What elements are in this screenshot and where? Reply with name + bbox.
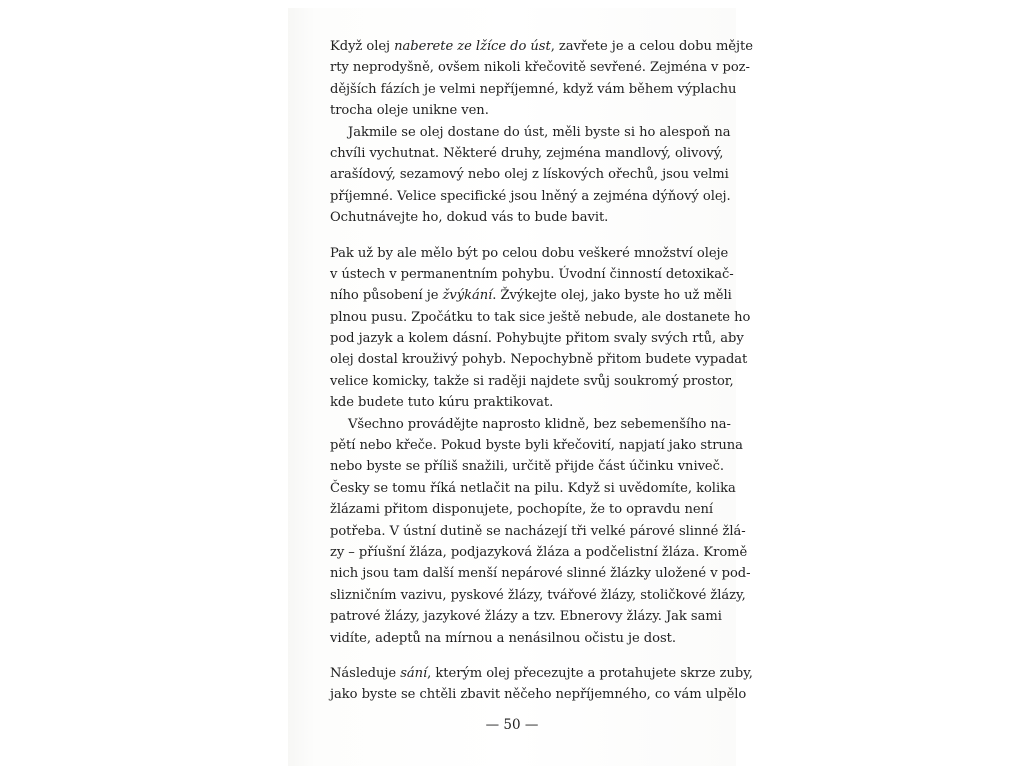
page-number: — 50 —: [485, 717, 539, 733]
paragraph-3: [330, 243, 751, 414]
text-line: vidíte, adeptů na mírnou a nenásilnou očistu je dost.: [330, 630, 676, 646]
text-line: rty neprodyšně, ovšem nikoli křečovitě sevřené. Zejména v poz-: [330, 60, 750, 76]
text-line: nebo byste se příliš snažili, určitě přijde část účinku vniveč.: [330, 459, 725, 475]
text-line: potřeba. V ústní dutině se nacházejí tři velké párové slinné žlá-: [330, 523, 746, 539]
text-line: zy – příušní žláza, podjazyková žláza a podčelistní žláza. Kromě: [330, 544, 748, 560]
text-line: jako byste se chtěli zbavit něčeho nepříjemného, co vám ulpělo: [330, 687, 747, 703]
paragraph-1: [330, 36, 753, 122]
text-line: příjemné. Velice specifické jsou lněný a zejména dýňový olej.: [330, 188, 731, 204]
text-line: Česky se tomu říká netlačit na pilu. Když si uvědomíte, kolika: [330, 480, 736, 496]
text-line: nich jsou tam další menší nepárové slinné žlázky uložené v pod-: [330, 566, 751, 582]
text-line: plnou pusu. Zpočátku to tak sice ještě nebude, ale dostanete ho: [330, 309, 751, 325]
text-line: Všechno provádějte naprosto klidně, bez sebemenšího na-: [348, 416, 731, 432]
text-line: trocha oleje unikne ven.: [330, 103, 489, 119]
paragraph-spacer: [330, 649, 696, 663]
emphasis: sání: [400, 665, 428, 681]
text-line: arašídový, sezamový nebo olej z lískových ořechů, jsou velmi: [330, 167, 729, 183]
paragraph-5: [330, 663, 753, 706]
body-text: [330, 36, 753, 706]
text-line: patrové žlázy, jazykové žlázy a tzv. Ebnerovy žlázy. Jak sami: [330, 609, 722, 625]
paragraph-spacer: [330, 229, 696, 243]
text-line: pětí nebo křeče. Pokud byste byli křečovití, napjatí jako struna: [330, 438, 743, 454]
text-line: kde budete tuto kúru praktikovat.: [330, 395, 554, 411]
text-line: v ústech v permanentním pohybu. Úvodní činností detoxikač-: [330, 266, 734, 282]
text-line: velice komicky, takže si raději najdete svůj soukromý prostor,: [330, 373, 734, 389]
text-line: Následuje sání, kterým olej přecezujte a protahujete skrze zuby,: [330, 665, 753, 681]
text-line: chvíli vychutnat. Některé druhy, zejména mandlový, olivový,: [330, 145, 724, 161]
text-line: Pak už by ale mělo být po celou dobu veškeré množství oleje: [330, 245, 729, 261]
emphasis: žvýkání: [442, 288, 493, 304]
text-line: žlázami přitom disponujete, pochopíte, že to opravdu není: [330, 502, 714, 518]
paragraph-4: [330, 414, 751, 649]
text-line: slizničním vazivu, pyskové žlázy, tvářové žlázy, stoličkové žlázy,: [330, 587, 746, 603]
text-line: dějších fázích je velmi nepříjemné, když vám během výplachu: [330, 81, 737, 97]
text-line: Ochutnávejte ho, dokud vás to bude bavit.: [330, 210, 609, 226]
text-line: Když olej naberete ze lžíce do úst, zavřete je a celou dobu mějte: [330, 39, 753, 54]
text-line: olej dostal krouživý pohyb. Nepochybně přitom budete vypadat: [330, 352, 748, 368]
text-line: ního působení je žvýkání. Žvýkejte olej, jako byste ho už měli: [330, 288, 732, 304]
text-line: Jakmile se olej dostane do úst, měli byste si ho alespoň na: [348, 124, 731, 140]
emphasis: naberete ze lžíce do úst: [394, 39, 551, 54]
paragraph-2: [330, 122, 731, 229]
text-line: pod jazyk a kolem dásní. Pohybujte přitom svaly svých rtů, aby: [330, 331, 744, 347]
